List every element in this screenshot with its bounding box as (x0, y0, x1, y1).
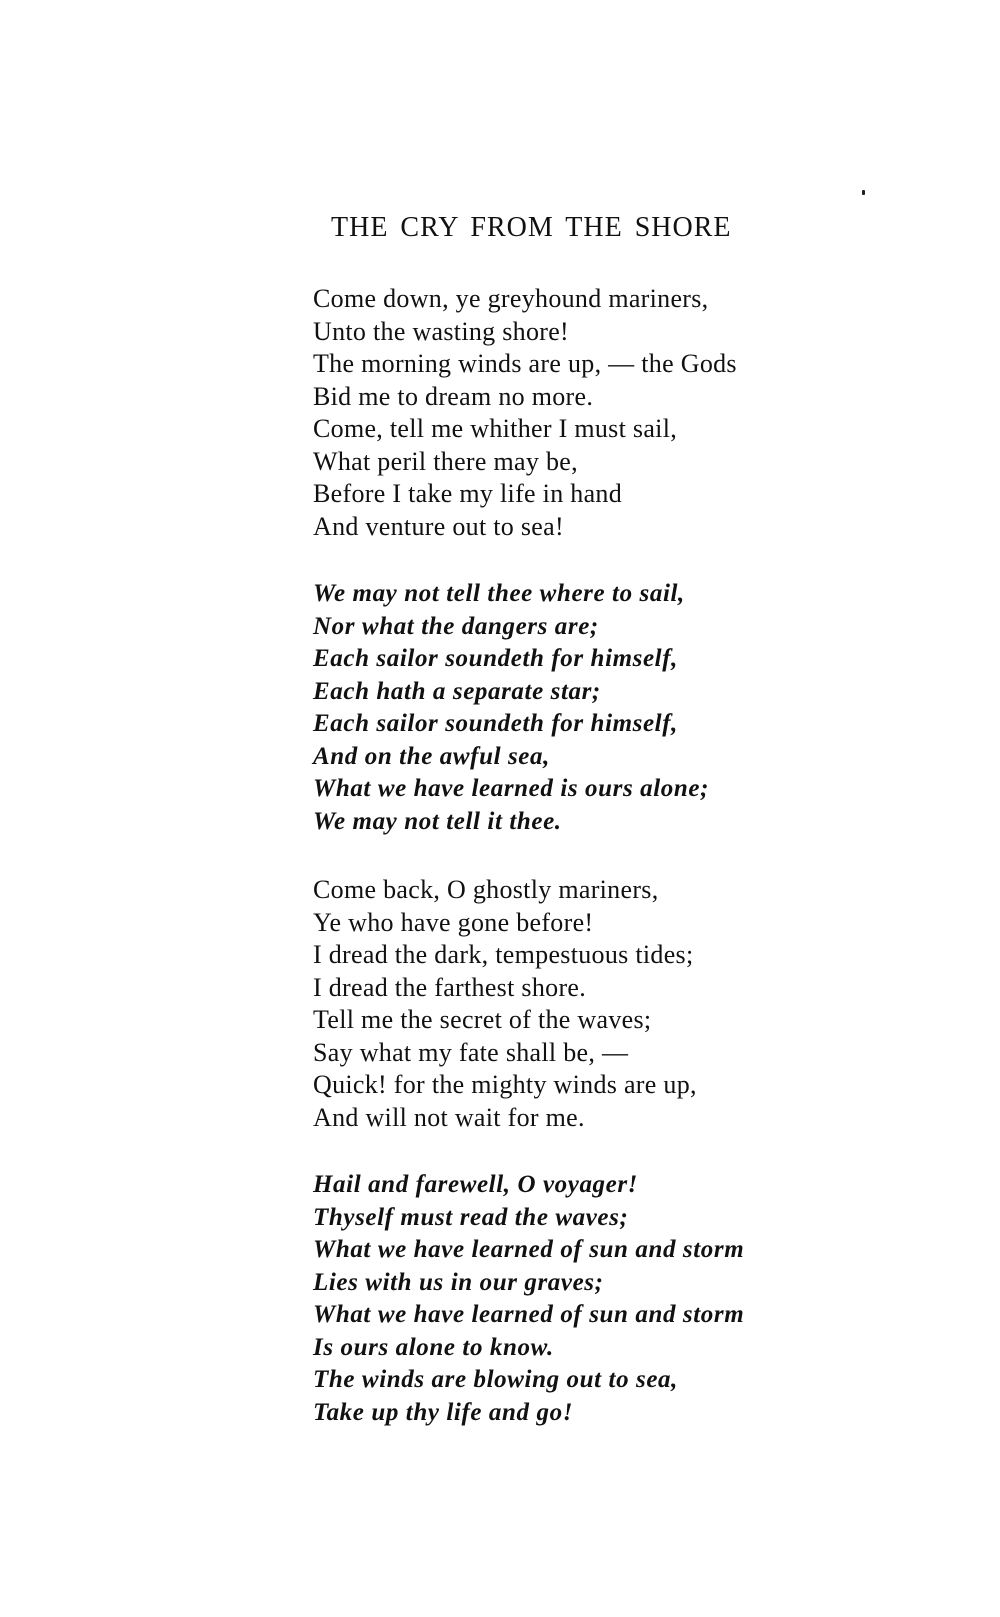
poem-line: Unto the wasting shore! (313, 316, 570, 346)
poem-line: Hail and farewell, O voyager! (313, 1171, 639, 1198)
poem-line: What we have learned of sun and storm (313, 1301, 745, 1328)
poem-line: And will not wait for me. (313, 1102, 585, 1132)
poem-line: Come back, O ghostly mariners, (313, 875, 659, 904)
poem-line: Take up thy life and go! (313, 1398, 574, 1426)
poem-line: Thyself must read the waves; (313, 1203, 629, 1231)
ink-speck (862, 190, 865, 195)
poem-line: I dread the farthest shore. (313, 972, 587, 1002)
poem-line: Each sailor soundeth for himself, (313, 645, 679, 672)
poem-line: Ye who have gone before! (313, 907, 594, 937)
poem-line: Quick! for the mighty winds are up, (313, 1070, 697, 1099)
poem-line: What we have learned is ours alone; (313, 775, 710, 802)
poem-line: Say what my fate shall be, — (313, 1037, 629, 1067)
poem-line: And venture out to sea! (313, 511, 564, 541)
poem-line: Tell me the secret of the waves; (313, 1005, 652, 1034)
poem-line: The morning winds are up, — the Gods (313, 349, 737, 378)
poem-line: Is ours alone to know. (313, 1333, 554, 1361)
poem-line: What we have learned of sun and storm (313, 1236, 745, 1263)
poem-line: Each hath a separate star; (313, 677, 601, 705)
poem-line: Come down, ye greyhound mariners, (313, 284, 709, 313)
poem-title: THE CRY FROM THE SHORE (331, 212, 732, 243)
poem-line: And on the awful sea, (313, 742, 550, 770)
stanza-1 (313, 283, 737, 543)
poem-line: I dread the dark, tempestuous tides; (313, 940, 694, 969)
poem-line: Come, tell me whither I must sail, (313, 414, 678, 443)
stanza-2 (313, 578, 709, 838)
stanza-4 (313, 1169, 744, 1429)
poem-line: We may not tell thee where to sail, (313, 580, 685, 607)
poem-line: The winds are blowing out to sea, (313, 1366, 678, 1393)
poem-line: Each sailor soundeth for himself, (313, 710, 679, 737)
stanza-3 (313, 874, 697, 1134)
poem-line: We may not tell it thee. (313, 807, 562, 835)
poem-line: Bid me to dream no more. (313, 381, 594, 411)
poem-line: Lies with us in our graves; (313, 1268, 604, 1296)
poem-line: Before I take my life in hand (313, 479, 623, 508)
poem-line: Nor what the dangers are; (313, 612, 599, 640)
poem-line: What peril there may be, (313, 446, 578, 476)
